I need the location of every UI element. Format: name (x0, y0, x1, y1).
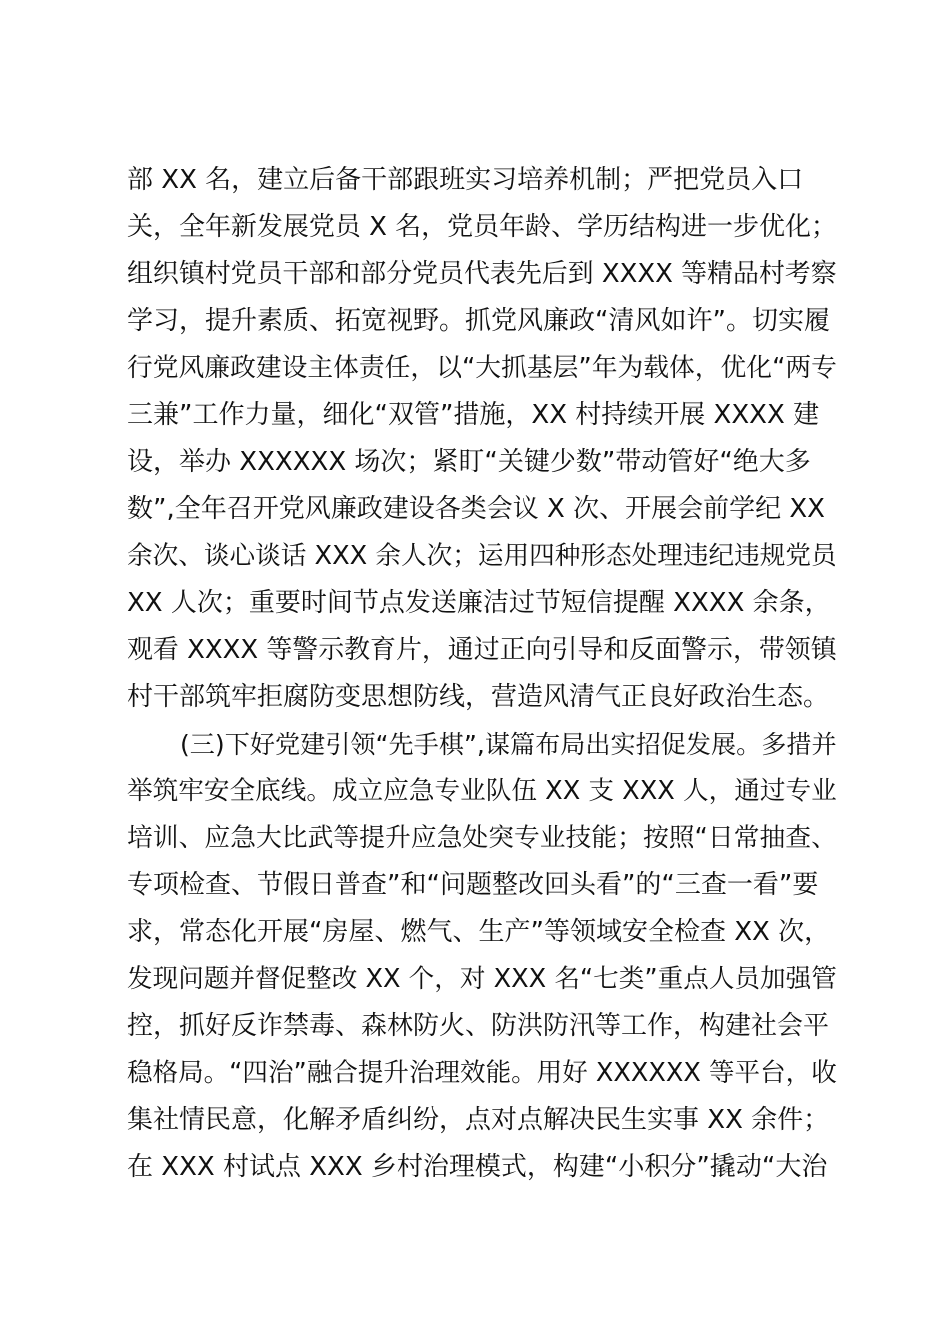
text-line: 控，抓好反诈禁毒、森林防火、防洪防汛等工作，构建社会平 (127, 1011, 830, 1041)
section-heading-line: (三)下好党建引领“先手棋”,谋篇布局出实招促发展。多措并 (180, 730, 837, 759)
text-line: 培训、应急大比武等提升应急处突专业技能；按照“日常抽查、 (127, 823, 837, 853)
text-line: 部 XX 名，建立后备干部跟班实习培养机制；严把党员入口 (127, 165, 804, 195)
body-text (127, 157, 837, 1191)
text-line: 学习，提升素质、拓宽视野。抓党风廉政“清风如许”。切实履 (127, 306, 830, 336)
text-line: 专项检查、节假日普查”和“问题整改回头看”的“三查一看”要 (127, 870, 819, 900)
text-line: 发现问题并督促整改 XX 个，对 XXX 名“七类”重点人员加强管 (127, 964, 837, 994)
text-line: 在 XXX 村试点 XXX 乡村治理模式，构建“小积分”撬动“大治 (127, 1152, 828, 1182)
text-line: 余次、谈心谈话 XXX 余人次；运用四种形态处理违纪违规党员 (127, 541, 837, 571)
text-line: 数”,全年召开党风廉政建设各类会议 X 次、开展会前学纪 XX (127, 494, 825, 524)
text-line: 集社情民意，化解矛盾纠纷，点对点解决民生实事 XX 余件； (127, 1105, 830, 1135)
text-line: 设，举办 XXXXXX 场次；紧盯“关键少数”带动管好“绝大多 (127, 447, 811, 477)
text-line: 行党风廉政建设主体责任，以“大抓基层”年为载体，优化“两专 (127, 353, 837, 383)
text-line: 稳格局。“四治”融合提升治理效能。用好 XXXXXX 等平台，收 (127, 1058, 837, 1088)
text-line: 村干部筑牢拒腐防变思想防线，营造风清气正良好政治生态。 (127, 682, 830, 712)
text-line: 举筑牢安全底线。成立应急专业队伍 XX 支 XXX 人，通过专业 (127, 776, 837, 806)
text-line: 组织镇村党员干部和部分党员代表先后到 XXXX 等精品村考察 (127, 259, 837, 289)
text-line: 求，常态化开展“房屋、燃气、生产”等领域安全检查 XX 次， (127, 917, 831, 947)
text-line: 三兼”工作力量，细化“双管”措施，XX 村持续开展 XXXX 建 (127, 400, 820, 430)
text-line: 观看 XXXX 等警示教育片，通过正向引导和反面警示，带领镇 (127, 635, 837, 665)
text-line: XX 人次；重要时间节点发送廉洁过节短信提醒 XXXX 余条， (127, 588, 831, 618)
text-line: 关，全年新发展党员 X 名，党员年龄、学历结构进一步优化； (127, 212, 837, 242)
